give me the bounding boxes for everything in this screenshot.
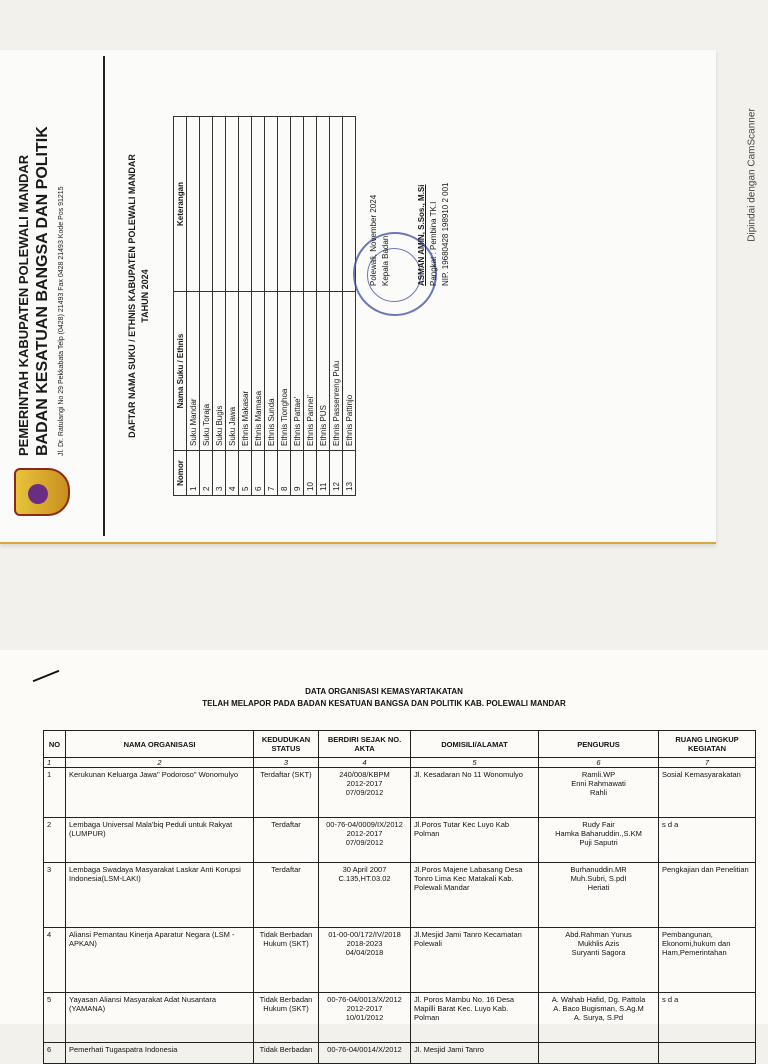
col-number: 7	[659, 758, 756, 768]
row-number: 6	[252, 451, 265, 496]
col-number: 1	[44, 758, 66, 768]
org-akta: 30 April 2007 C.135,HT.03.02	[319, 863, 411, 928]
table-row	[44, 818, 756, 863]
ethnic-note	[317, 117, 330, 292]
row-number: 3	[213, 451, 226, 496]
org-no: 2	[44, 818, 66, 863]
col-header-berdiri-sejak: BERDIRI SEJAK NO. AKTA	[319, 731, 411, 758]
document-year: TAHUN 2024	[139, 269, 150, 323]
row-number: 9	[291, 451, 304, 496]
org-status: Terdaftar	[254, 818, 319, 863]
ethnic-name: Ethnis PUS	[317, 292, 330, 451]
row-number: 2	[200, 451, 213, 496]
ethnic-name: Suku Mandar	[187, 292, 200, 451]
ethnic-note	[265, 117, 278, 292]
sign-rank: Pangkat : Pembina TK.I	[429, 201, 438, 286]
org-no: 3	[44, 863, 66, 928]
ethnic-name: Ethnis Pannei'	[304, 292, 317, 451]
table-row	[44, 993, 756, 1043]
col-header-ruang-lingkup: RUANG LINGKUP KEGIATAN	[659, 731, 756, 758]
ethnic-name: Ethnis Passenreng Pulu	[330, 292, 343, 451]
title-line-1: DATA ORGANISASI KEMASYARTAKATAN	[305, 687, 463, 696]
ethnic-name: Ethnis Sunda	[265, 292, 278, 451]
col-header-pengurus: PENGURUS	[539, 731, 659, 758]
sign-name: ASMAN AMIN, S.Sos., M.Si	[417, 184, 426, 286]
ethnic-name: Ethnis Pattae'	[291, 292, 304, 451]
org-name: Aliansi Pemantau Kinerja Aparatur Negara (LSM - APKAN)	[66, 928, 254, 993]
letterhead-address: Jl. Dr. Ratulangi No 29 Pekkabata Telp (0428) 21493 Fax 0428 21493 Kode Pos 91215	[58, 186, 65, 456]
row-number: 7	[265, 451, 278, 496]
signature-block	[368, 66, 452, 286]
table-row	[265, 117, 278, 496]
organization-list-title	[0, 686, 768, 711]
org-akta: 00-76-04/0013/X/2012 2012-2017 10/01/2012	[319, 993, 411, 1043]
col-header-keterangan: Keterangan	[174, 117, 187, 292]
table-row	[44, 863, 756, 928]
col-number: 5	[411, 758, 539, 768]
org-scope: Pembangunan, Ekonomi,hukum dan Ham,Pemerintahan	[659, 928, 756, 993]
ethnic-note	[291, 117, 304, 292]
page-1-content	[8, 56, 708, 536]
letterhead-line-1: PEMERINTAH KABUPATEN POLEWALI MANDAR	[16, 154, 31, 456]
table-row	[213, 117, 226, 496]
row-number: 5	[239, 451, 252, 496]
org-board: Abd.Rahman Yunus Mukhlis Azis Suryanti Sagora	[539, 928, 659, 993]
row-number: 13	[343, 451, 356, 496]
org-no: 6	[44, 1043, 66, 1064]
table-row	[278, 117, 291, 496]
org-address: Jl.Poros Tutar Kec Luyo Kab Polman	[411, 818, 539, 863]
org-scope: s d a	[659, 993, 756, 1043]
title-line-2: TELAH MELAPOR PADA BADAN KESATUAN BANGSA DAN POLITIK KAB. POLEWALI MANDAR	[202, 699, 566, 709]
table-row	[317, 117, 330, 496]
table-row	[187, 117, 200, 496]
col-header-nama: Nama Suku / Ethnis	[174, 292, 187, 451]
table-row	[200, 117, 213, 496]
table-row	[226, 117, 239, 496]
organization-table	[43, 730, 756, 1064]
table-row	[252, 117, 265, 496]
document-title-line: DAFTAR NAMA SUKU / ETHNIS KABUPATEN POLEWALI MANDAR	[127, 154, 137, 438]
org-scope: Pengkajian dan Penelitian	[659, 863, 756, 928]
letterhead-line-2: BADAN KESATUAN BANGSA DAN POLITIK	[34, 126, 51, 456]
col-number: 2	[66, 758, 254, 768]
table-row	[44, 1043, 756, 1064]
ethnic-table	[173, 116, 356, 496]
regency-logo-icon	[14, 468, 70, 516]
org-board: Burhanuddin.MR Muh.Subri, S.pdI Heriati	[539, 863, 659, 928]
col-header-nama-organisasi: NAMA ORGANISASI	[66, 731, 254, 758]
sign-org: Kepala Badan	[381, 235, 390, 286]
sign-place-date: Polewali, November 2024	[369, 194, 378, 286]
org-akta: 240/008/KBPM 2012-2017 07/09/2012	[319, 768, 411, 818]
org-address: Jl. Poros Mambu No. 16 Desa Mapilli Barat Kec. Luyo Kab. Polman	[411, 993, 539, 1043]
ethnic-name: Ethnis Tionghoa	[278, 292, 291, 451]
page-1-sheet	[0, 50, 716, 544]
table-row	[330, 117, 343, 496]
scanner-watermark: Dipindai dengan CamScanner	[746, 108, 758, 242]
org-status: Tidak Berbadan	[254, 1043, 319, 1064]
col-header-kedudukan-status: KEDUDUKAN STATUS	[254, 731, 319, 758]
org-address: Jl.Mesjid Jami Tanro Kecamatan Polewali	[411, 928, 539, 993]
org-no: 4	[44, 928, 66, 993]
col-header-nomor: Nomor	[174, 451, 187, 496]
ethnic-name: Suku Jawa	[226, 292, 239, 451]
org-scope: s d a	[659, 818, 756, 863]
org-board: Ramli.WP Enni Rahmawati Rahli	[539, 768, 659, 818]
org-akta: 00-76-04/0009/IX/2012 2012-2017 07/09/2012	[319, 818, 411, 863]
org-status: Tidak Berbadan Hukum (SKT)	[254, 993, 319, 1043]
table-row	[44, 768, 756, 818]
org-scope	[659, 1043, 756, 1064]
org-address: Jl.Poros Majene Labasang Desa Tonro Lima Kec Matakali Kab. Polewali Mandar	[411, 863, 539, 928]
org-board	[539, 1043, 659, 1064]
col-header-domisili: DOMISILI/ALAMAT	[411, 731, 539, 758]
org-status: Terdaftar (SKT)	[254, 768, 319, 818]
col-number: 3	[254, 758, 319, 768]
sign-nip: NIP. 19680428 198910 2 001	[441, 182, 450, 286]
ethnic-note	[278, 117, 291, 292]
ethnic-note	[304, 117, 317, 292]
row-number: 12	[330, 451, 343, 496]
org-board: A. Wahab Hafid, Dg. Pattola A. Baco Bugisman, S.Ag.M A. Surya, S.Pd	[539, 993, 659, 1043]
ethnic-note	[213, 117, 226, 292]
org-board: Rudy Fair Hamka Baharuddin.,S.KM Puji Saputri	[539, 818, 659, 863]
table-row	[44, 928, 756, 993]
org-akta: 00-76-04/0014/X/2012	[319, 1043, 411, 1064]
org-name: Lembaga Universal Mala'biq Peduli untuk Rakyat (LUMPUR)	[66, 818, 254, 863]
ethnic-note	[226, 117, 239, 292]
ethnic-name: Suku Bugis	[213, 292, 226, 451]
org-no: 1	[44, 768, 66, 818]
org-name: Kerukunan Keluarga Jawa" Podoroso" Wonomulyo	[66, 768, 254, 818]
row-number: 8	[278, 451, 291, 496]
org-address: Jl. Kesadaran No 11 Wonomulyo	[411, 768, 539, 818]
ethnic-note	[187, 117, 200, 292]
document-title	[126, 96, 151, 496]
letterhead	[8, 56, 105, 536]
org-name: Lembaga Swadaya Masyarakat Laskar Anti Korupsi Indonesia(LSM-LAKI)	[66, 863, 254, 928]
ethnic-name: Ethnis Pattinjo	[343, 292, 356, 451]
ethnic-name: Ethnis Makasar	[239, 292, 252, 451]
ethnic-note	[200, 117, 213, 292]
org-name: Pemerhati Tugaspatra Indonesia	[66, 1043, 254, 1064]
table-row	[291, 117, 304, 496]
org-no: 5	[44, 993, 66, 1043]
ethnic-name: Ethnis Mamasa	[252, 292, 265, 451]
col-header-no: NO	[44, 731, 66, 758]
ethnic-note	[252, 117, 265, 292]
row-number: 4	[226, 451, 239, 496]
org-status: Tidak Berbadan Hukum (SKT)	[254, 928, 319, 993]
ethnic-note	[330, 117, 343, 292]
table-row	[304, 117, 317, 496]
org-name: Yayasan Aliansi Masyarakat Adat Nusantara (YAMANA)	[66, 993, 254, 1043]
ethnic-note	[239, 117, 252, 292]
table-row	[343, 117, 356, 496]
org-scope: Sosial Kemasyarakatan	[659, 768, 756, 818]
org-address: Jl. Mesjid Jami Tanro	[411, 1043, 539, 1064]
col-number: 6	[539, 758, 659, 768]
row-number: 10	[304, 451, 317, 496]
table-row	[239, 117, 252, 496]
col-number: 4	[319, 758, 411, 768]
org-status: Terdaftar	[254, 863, 319, 928]
row-number: 1	[187, 451, 200, 496]
row-number: 11	[317, 451, 330, 496]
ethnic-name: Suku Toraja	[200, 292, 213, 451]
org-akta: 01-00-00/172/IV/2018 2018-2023 04/04/2018	[319, 928, 411, 993]
